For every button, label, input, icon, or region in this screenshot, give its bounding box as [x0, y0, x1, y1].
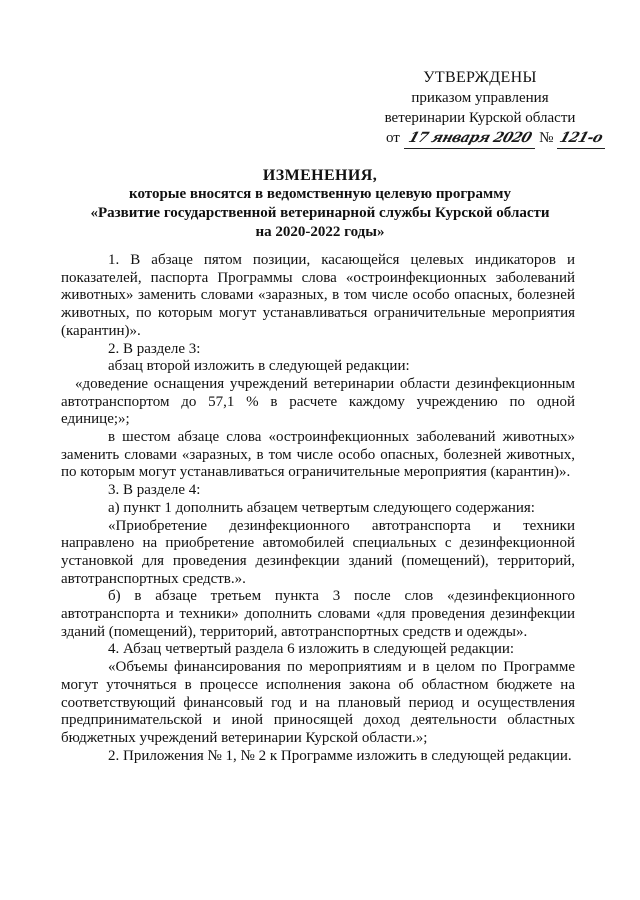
title-line-2: которые вносятся в ведомственную целевую программу — [129, 186, 511, 202]
paragraph-6: 3. В разделе 4: — [108, 482, 201, 499]
approval-line-order: приказом управления — [411, 90, 549, 106]
title-line-4: на 2020-2022 годы» — [255, 224, 385, 240]
paragraph-10: 4. Абзац четвертый раздела 6 изложить в следующей редакции: — [108, 641, 515, 658]
date-field — [404, 128, 536, 149]
approval-heading: УТВЕРЖДЕНЫ — [423, 69, 537, 86]
document-title — [60, 166, 580, 242]
handwritten-date: 17 января 2020 — [406, 130, 533, 146]
paragraph-2: 2. В разделе 3: — [108, 340, 201, 357]
number-label: № — [539, 130, 554, 146]
paragraph-3: абзац второй изложить в следующей редакции: — [108, 358, 410, 375]
handwritten-number: 121-о — [557, 130, 605, 146]
document-body — [61, 252, 575, 765]
approval-stamp-block — [360, 68, 605, 149]
paragraph-12: 2. Приложения № 1, № 2 к Программе изложить в следующей редакции. — [108, 747, 572, 764]
title-line-3: «Развитие государственной ветеринарной службы Курской области — [90, 205, 550, 221]
title-line-1: ИЗМЕНЕНИЯ, — [262, 167, 378, 184]
paragraph-1: 1. В абзаце пятом позиции, касающейся целевых индикаторов и показателей, паспорта Программы слова «остроинфекционных заболеваний животных» заменить словами «заразных, в том числе особо опасных, болезней животных, по которым могут устанавливаться ограничительные мероприятия (карантин)». — [61, 252, 575, 339]
paragraph-7: а) пункт 1 дополнить абзацем четвертым следующего содержания: — [108, 499, 535, 516]
paragraph-4: «доведение оснащения учреждений ветеринарии области дезинфекционным автотранспортом до 57,1 % в расчете каждому учреждению по одной единице;»; — [61, 375, 575, 428]
paragraph-8: «Приобретение дезинфекционного автотранспорта и техники направлено на приобретение автомобилей специальных с дезинфекционной установкой для проведения дезинфекции зданий (помещений), территорий, автотранспортных средств.». — [61, 517, 575, 587]
approval-line-department: ветеринарии Курской области — [384, 110, 576, 126]
paragraph-11: «Объемы финансирования по мероприятиям и в целом по Программе могут уточняться в процессе исполнения закона об областном бюджете на соответствующий финансовый год и на плановый период и осуществления предпринимательской и иной приносящей доход деятельности областных бюджетных учреждений ветеринарии Курской области.»; — [61, 659, 575, 746]
paragraph-5: в шестом абзаце слова «остроинфекционных заболеваний животных» заменить словами «заразных, в том числе особо опасных, болезней животных, по которым могут устанавливаться ограничительные мероприятия (карантин)». — [61, 429, 575, 481]
approval-date-number-line — [360, 128, 605, 149]
from-label: от — [386, 130, 400, 146]
number-field — [557, 128, 605, 149]
paragraph-9: б) в абзаце третьем пункта 3 после слов «дезинфекционного автотранспорта и техники» дополнить словами «для проведения дезинфекции зданий (помещений), территорий, автотранспортных средств и одежды». — [61, 588, 575, 640]
